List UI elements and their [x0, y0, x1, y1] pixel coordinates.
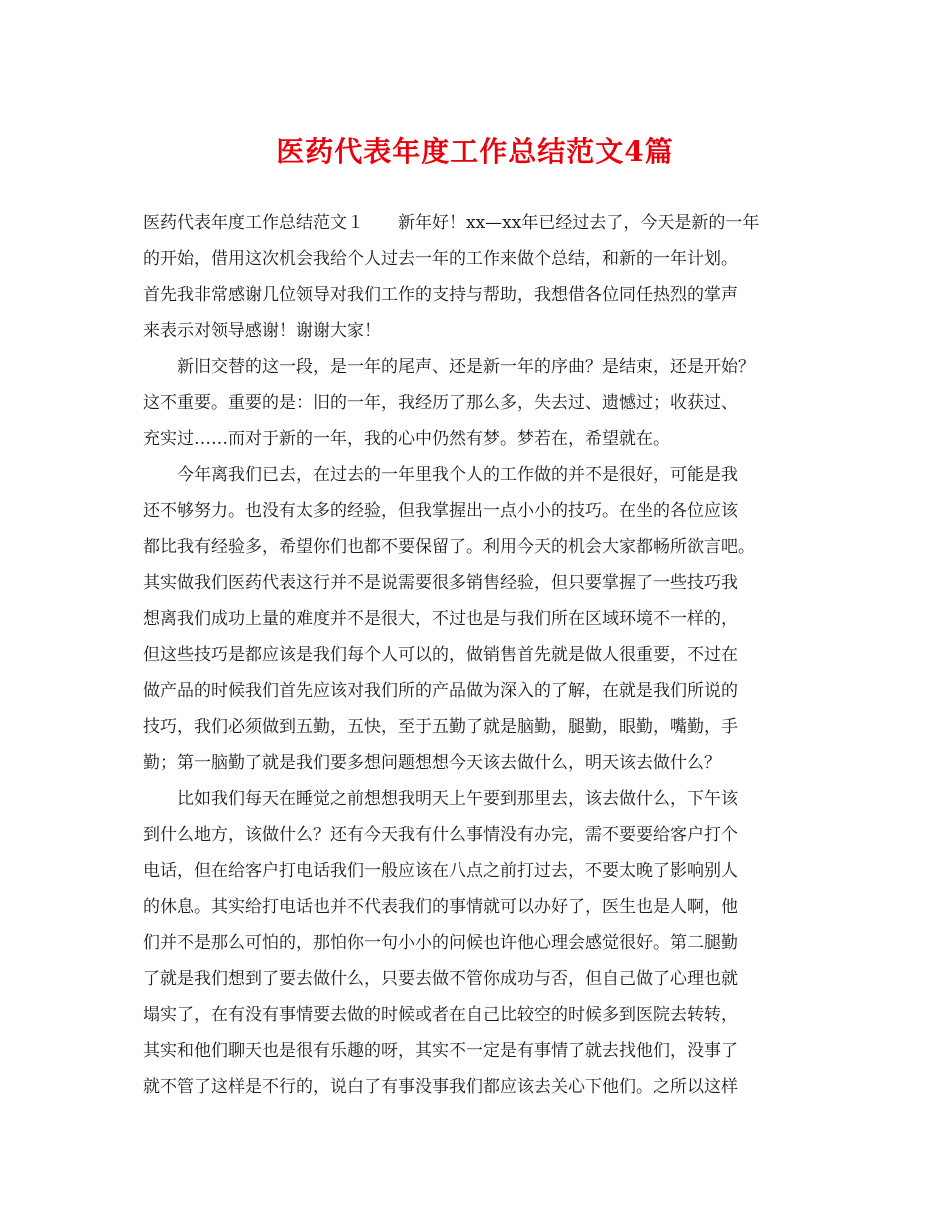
body-line: 其实做我们医药代表这行并不是说需要很多销售经验，但只要掌握了一些技巧我	[143, 573, 738, 593]
body-line: 们并不是那么可怕的，那怕你一句小小的问候也许他心理会感觉很好。第二腿勤	[143, 933, 738, 953]
body-line: 勤；第一脑勤了就是我们要多想问题想想今天该去做什么，明天该去做什么？	[143, 753, 721, 773]
body-line: 充实过……而对于新的一年，我的心中仍然有梦。梦若在，希望就在。	[143, 429, 670, 449]
body-line: 来表示对领导感谢！谢谢大家！	[143, 321, 381, 341]
document-title: 医药代表年度工作总结范文4篇	[276, 135, 674, 168]
body-line: 的休息。其实给打电话也并不代表我们的事情就可以办好了，医生也是人啊，他	[143, 897, 738, 917]
body-line: 电话，但在给客户打电话我们一般应该在八点之前打过去，不要太晚了影响别人	[143, 861, 738, 881]
body-line: 这不重要。重要的是：旧的一年，我经历了那么多，失去过、遗憾过；收获过、	[143, 393, 738, 413]
body-line: 就不管了这样是不行的，说白了有事没事我们都应该去关心下他们。之所以这样	[143, 1077, 738, 1097]
body-line: 今年离我们已去，在过去的一年里我个人的工作做的并不是很好，可能是我	[143, 465, 738, 485]
body-line: 做产品的时候我们首先应该对我们所的产品做为深入的了解，在就是我们所说的	[143, 681, 738, 701]
body-line: 到什么地方，该做什么？还有今天我有什么事情没有办完，需不要要给客户打个	[143, 825, 738, 845]
body-line: 医药代表年度工作总结范文１ 新年好！xx—xx年已经过去了，今天是新的一年	[143, 213, 760, 233]
body-line: 塌实了，在有没有事情要去做的时候或者在自己比较空的时候多到医院去转转，	[143, 1005, 738, 1025]
body-line: 比如我们每天在睡觉之前想想我明天上午要到那里去，该去做什么，下午该	[143, 789, 738, 809]
body-line: 了就是我们想到了要去做什么，只要去做不管你成功与否，但自己做了心理也就	[143, 969, 738, 989]
document-body	[143, 205, 813, 1105]
body-line: 技巧，我们必须做到五勤，五快，至于五勤了就是脑勤，腿勤，眼勤，嘴勤，手	[143, 717, 738, 737]
body-line: 首先我非常感谢几位领导对我们工作的支持与帮助，我想借各位同任热烈的掌声	[143, 285, 738, 305]
body-line: 都比我有经验多，希望你们也都不要保留了。利用今天的机会大家都畅所欲言吧。	[143, 537, 755, 557]
body-line: 新旧交替的这一段，是一年的尾声、还是新一年的序曲？是结束，还是开始？	[143, 357, 755, 377]
body-line: 还不够努力。也没有太多的经验，但我掌握出一点小小的技巧。在坐的各位应该	[143, 501, 738, 521]
body-line: 的开始，借用这次机会我给个人过去一年的工作来做个总结，和新的一年计划。	[143, 249, 738, 269]
body-line: 但这些技巧是都应该是我们每个人可以的，做销售首先就是做人很重要，不过在	[143, 645, 738, 665]
body-line: 想离我们成功上量的难度并不是很大，不过也是与我们所在区域环境不一样的，	[143, 609, 738, 629]
body-line: 其实和他们聊天也是很有乐趣的呀，其实不一定是有事情了就去找他们，没事了	[143, 1041, 738, 1061]
